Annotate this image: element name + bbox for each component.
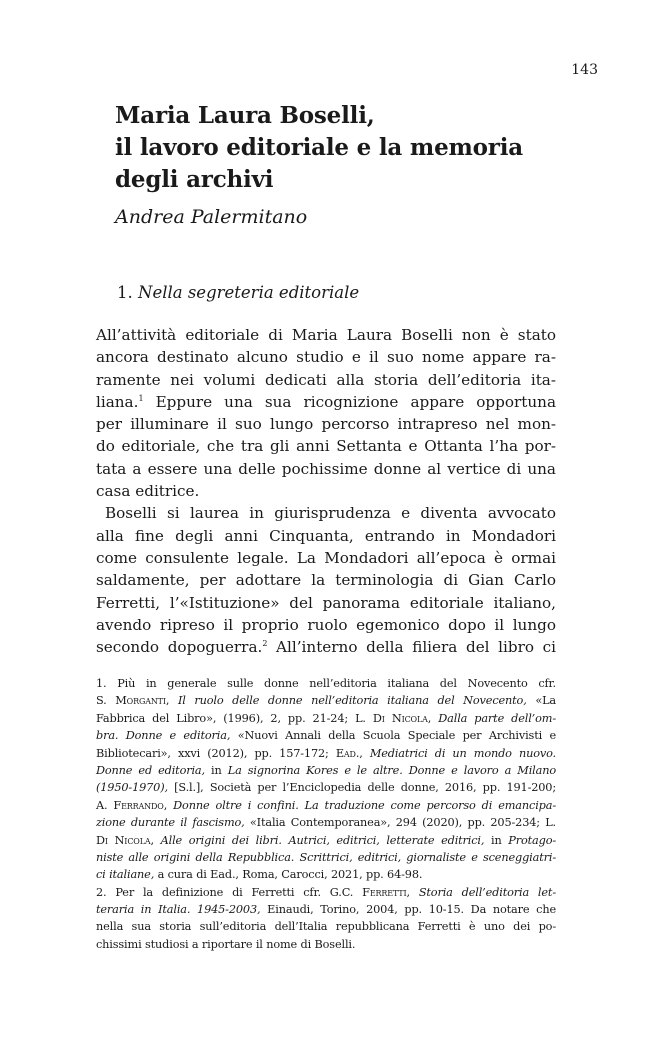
- body-text-fragment: All’interno della filiera del libro ci: [276, 638, 556, 657]
- article-header: [115, 100, 565, 232]
- footnote-line: [96, 797, 556, 814]
- article-title-line-3: degli archivi: [115, 166, 274, 193]
- cited-title: teraria in Italia. 1945-2003,: [96, 903, 261, 917]
- body-text: [96, 324, 556, 658]
- body-line: Boselli si laurea in giurisprudenza e diventa avvocato: [105, 504, 556, 523]
- footnote-line: [96, 901, 556, 918]
- cited-author: Di Nicola,: [96, 833, 154, 847]
- footnote-text: «Nuovi Annali della Scuola Speciale per Archivisti e: [237, 729, 556, 743]
- body-line: avendo ripreso il proprio ruolo egemonico dopo il lungo: [96, 615, 556, 634]
- body-text-fragment: liana.: [96, 392, 139, 411]
- footnote-line: [96, 849, 556, 866]
- cited-title: zione durante il fascismo,: [96, 816, 245, 830]
- footnote-line: [96, 779, 556, 796]
- body-line: [96, 391, 556, 413]
- section-heading: [117, 283, 359, 302]
- cited-title: La signorina Kores e le altre. Donne e lavoro a Milano: [227, 763, 556, 777]
- cited-author: L. Di Nicola,: [355, 711, 432, 725]
- cited-title: (1950-1970),: [96, 781, 168, 795]
- body-text-fragment: secondo dopoguerra.: [96, 638, 263, 657]
- body-text-fragment: Eppure una sua ricognizione appare opportuna: [155, 392, 557, 411]
- body-line: tata a essere una delle pochissime donne al vertice di una: [96, 459, 556, 478]
- page-number: 143: [571, 62, 598, 78]
- footnote-line: [96, 745, 556, 762]
- footnote-text: Einaudi, Torino, 2004, pp. 10-15. Da notare che: [267, 903, 556, 917]
- cited-title: ci italiane,: [96, 868, 155, 882]
- footnotes: [96, 675, 556, 953]
- cited-title: Il ruolo delle donne nell’editoria italiana del Novecento,: [177, 694, 527, 708]
- footnote-text: in: [211, 763, 222, 777]
- body-line: alla fine degli anni Cinquanta, entrando in Mondadori: [96, 526, 556, 545]
- cited-title: Donne oltre i confini. La traduzione come percorso di emancipa-: [173, 798, 556, 812]
- footnote-text: «Italia Contemporanea», 294 (2020), pp. 205-234; L.: [249, 816, 556, 830]
- footnote-line: [96, 692, 556, 709]
- footnote-text: 2. Per la definizione di Ferretti cfr. G.C.: [96, 885, 354, 899]
- body-line: [96, 636, 556, 658]
- footnote-line: [96, 710, 556, 727]
- footnote-text: in: [491, 833, 502, 847]
- cited-author: Ead.,: [335, 746, 363, 760]
- footnote-line: [96, 727, 556, 744]
- article-title-line-1: Maria Laura Boselli,: [115, 102, 375, 129]
- cited-author: S. Morganti,: [96, 694, 170, 708]
- cited-title: bra. Donne e editoria,: [96, 729, 231, 743]
- body-line: ancora destinato alcuno studio e il suo nome appare ra-: [96, 348, 556, 367]
- footnote-ref-1[interactable]: 1: [138, 393, 144, 403]
- cited-author: A. Ferrando,: [96, 798, 168, 812]
- body-line: do editoriale, che tra gli anni Settanta e Ottanta l’ha por-: [96, 437, 556, 456]
- footnote-text: «La: [535, 694, 557, 708]
- footnote-line: [96, 866, 556, 883]
- cited-title: niste alle origini della Repubblica. Scrittrici, editrici, giornaliste e sceneggiatri-: [96, 850, 556, 864]
- footnote-line: nella sua storia sull’editoria dell’Italia repubblicana Ferretti è uno dei po-: [96, 920, 556, 934]
- cited-author: Ferretti,: [362, 885, 410, 899]
- footnote-line: [96, 832, 556, 849]
- footnote-text: Bibliotecari», xxvi (2012), pp. 157-172;: [96, 746, 329, 760]
- footnote-text: Fabbrica del Libro», (1996), 2, pp. 21-24;: [96, 711, 349, 725]
- cited-title: Protago-: [508, 833, 557, 847]
- footnote-line: [96, 884, 556, 901]
- body-line: come consulente legale. La Mondadori all’epoca è ormai: [96, 548, 556, 567]
- body-line: All’attività editoriale di Maria Laura Boselli non è stato: [96, 326, 556, 344]
- cited-title: Mediatrici di un mondo nuovo.: [369, 746, 556, 760]
- body-line: ramente nei volumi dedicati alla storia dell’editoria ita-: [96, 370, 556, 389]
- article-author: Andrea Palermitano: [115, 206, 308, 228]
- cited-title: Alle origini dei libri. Autrici, editrici, letterate editrici,: [160, 833, 485, 847]
- footnote-line: [96, 762, 556, 779]
- article-title-line-2: il lavoro editoriale e la memoria: [115, 134, 523, 161]
- footnote-ref-2[interactable]: 2: [262, 639, 268, 649]
- footnote-line: 1. Più in generale sulle donne nell’editoria italiana del Novecento cfr.: [96, 677, 556, 690]
- cited-title: Storia dell’editoria let-: [418, 885, 556, 899]
- section-title: Nella segreteria editoriale: [138, 283, 360, 302]
- footnote-line: [96, 814, 556, 831]
- body-line: per illuminare il suo lungo percorso intrapreso nel mon-: [96, 415, 556, 434]
- footnote-line: chissimi studiosi a riportare il nome di Boselli.: [96, 937, 356, 951]
- section-number: 1.: [117, 283, 133, 302]
- body-line: saldamente, per adottare la terminologia di Gian Carlo: [96, 571, 556, 590]
- footnote-text: [S.l.], Società per l’Enciclopedia delle donne, 2016, pp. 191-200;: [174, 781, 556, 795]
- cited-title: Dalla parte dell’om-: [438, 711, 556, 725]
- body-line: Ferretti, l’«Istituzione» del panorama editoriale italiano,: [96, 593, 556, 612]
- cited-title: Donne ed editoria,: [96, 763, 205, 777]
- footnote-text: a cura di Ead., Roma, Carocci, 2021, pp. 64-98.: [157, 868, 423, 882]
- body-line: casa editrice.: [96, 482, 200, 501]
